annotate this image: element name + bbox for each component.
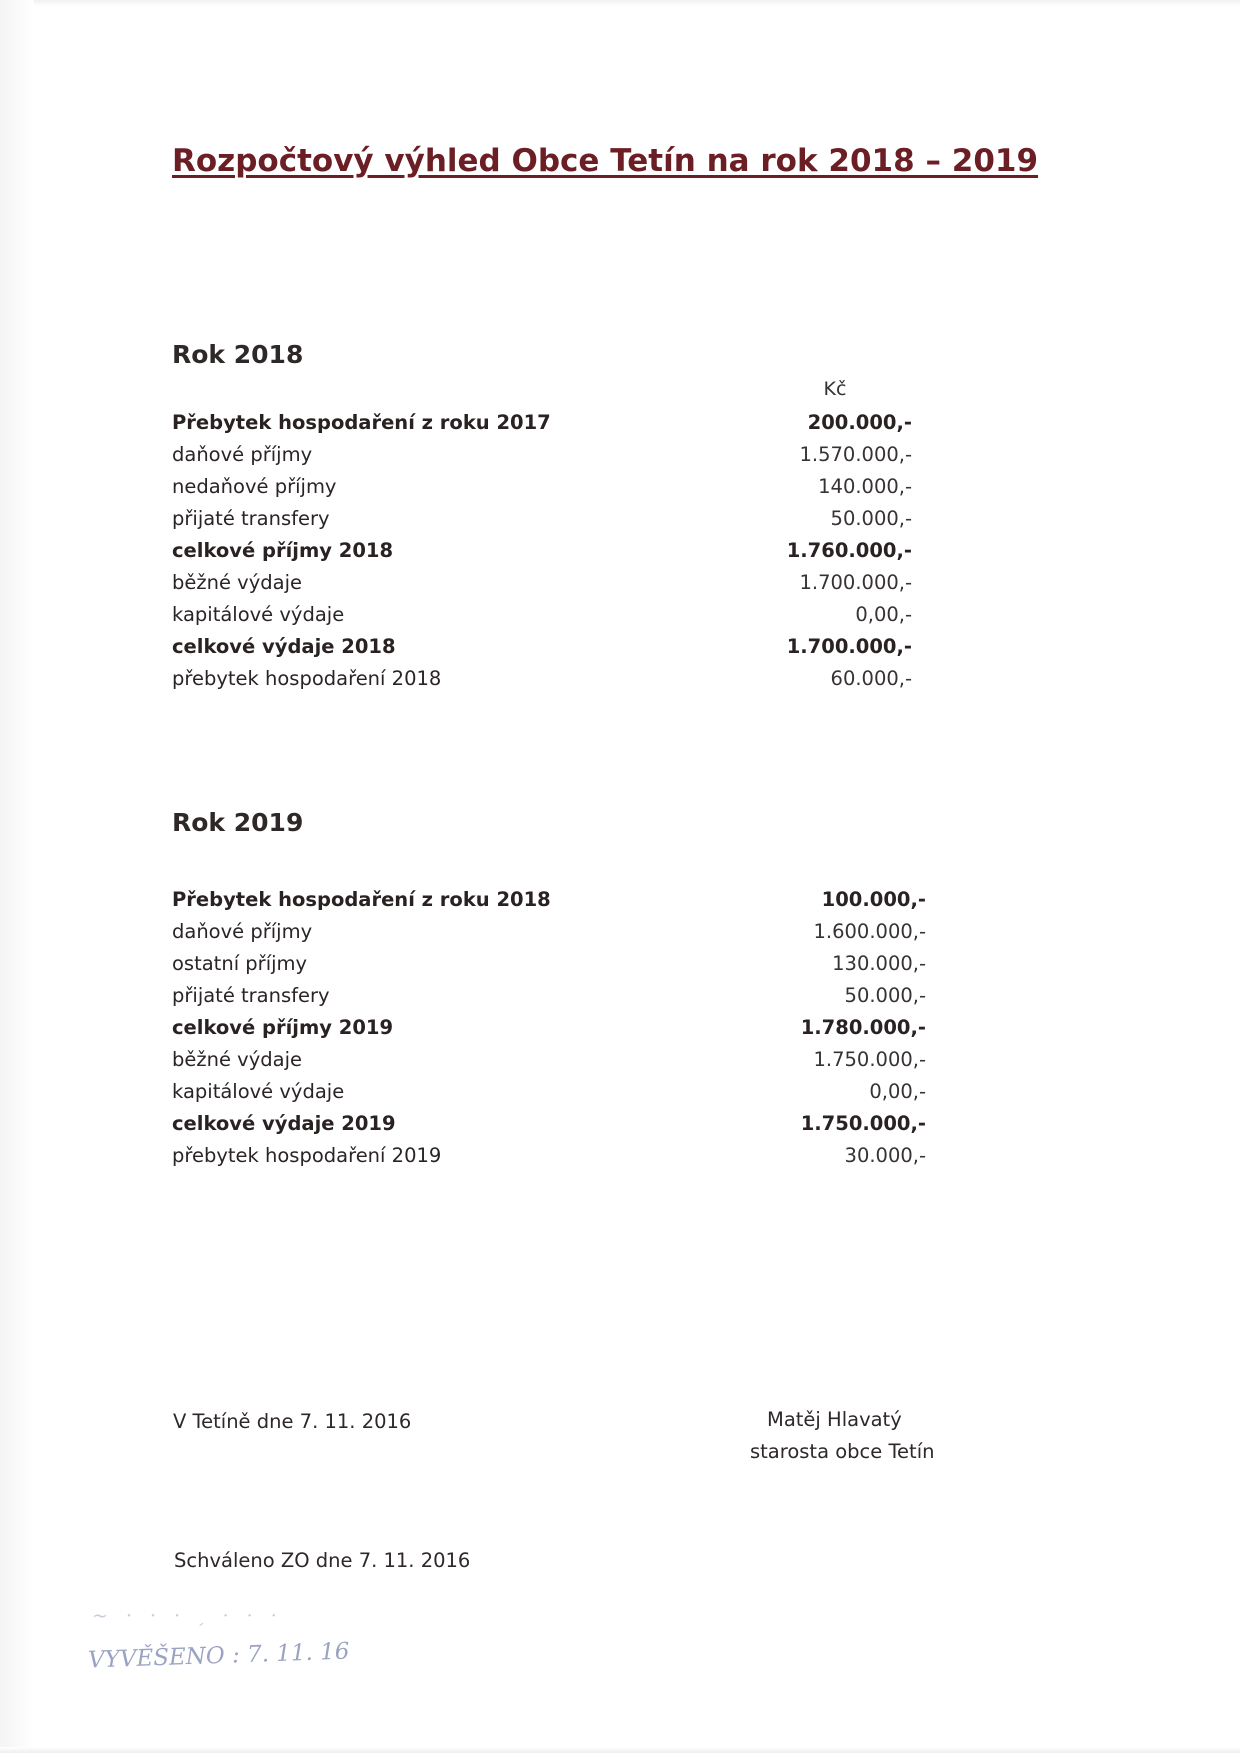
signatory-name: Matěj Hlavatý	[767, 1408, 902, 1431]
budget-row-label: daňové příjmy	[172, 920, 313, 943]
budget-table-2018	[172, 407, 912, 695]
currency-label: Kč	[823, 378, 847, 400]
budget-row-label: kapitálové výdaje	[172, 1080, 345, 1103]
section-heading-2019: Rok 2019	[172, 808, 304, 837]
handwriting-posted-date: VYVĚŠENO : 7. 11. 16	[87, 1638, 350, 1674]
budget-row-value: 100.000,-	[821, 888, 926, 911]
budget-row-value: 1.570.000,-	[799, 443, 912, 466]
budget-row-label: celkové výdaje 2019	[172, 1112, 396, 1135]
budget-row-value: 1.760.000,-	[786, 539, 912, 562]
budget-row	[172, 503, 912, 535]
handwriting-faint-line: ~ · · · ˏ · · ·	[92, 1605, 283, 1627]
budget-row-label: přebytek hospodaření 2019	[172, 1144, 442, 1167]
budget-row	[172, 916, 926, 948]
budget-row-label: ostatní příjmy	[172, 952, 308, 975]
budget-row-value: 1.750.000,-	[813, 1048, 926, 1071]
budget-row-value: 0,00,-	[855, 603, 912, 626]
budget-row	[172, 1044, 926, 1076]
budget-row	[172, 631, 912, 663]
budget-row-label: celkové výdaje 2018	[172, 635, 396, 658]
budget-row-value: 1.750.000,-	[800, 1112, 926, 1135]
budget-row-value: 1.700.000,-	[799, 571, 912, 594]
budget-row	[172, 407, 912, 439]
budget-row	[172, 1076, 926, 1108]
budget-row-label: přijaté transfery	[172, 984, 330, 1007]
budget-row	[172, 980, 926, 1012]
budget-row	[172, 599, 912, 631]
budget-row-value: 1.780.000,-	[800, 1016, 926, 1039]
budget-row	[172, 948, 926, 980]
budget-row	[172, 471, 912, 503]
budget-row-label: běžné výdaje	[172, 571, 302, 594]
budget-row-label: nedaňové příjmy	[172, 475, 337, 498]
budget-row	[172, 884, 926, 916]
budget-row-label: Přebytek hospodaření z roku 2018	[172, 888, 551, 911]
budget-row-label: běžné výdaje	[172, 1048, 302, 1071]
scan-edge-bottom	[0, 1747, 1240, 1753]
budget-row-value: 200.000,-	[807, 411, 912, 434]
budget-row	[172, 1108, 926, 1140]
budget-row	[172, 663, 912, 695]
budget-row	[172, 535, 912, 567]
budget-row-label: kapitálové výdaje	[172, 603, 345, 626]
handwritten-posting-note	[88, 1605, 348, 1705]
budget-row	[172, 1012, 926, 1044]
budget-row	[172, 439, 912, 471]
budget-row-value: 50.000,-	[844, 984, 926, 1007]
budget-row-label: přijaté transfery	[172, 507, 330, 530]
document-title: Rozpočtový výhled Obce Tetín na rok 2018 – 2019	[172, 143, 1039, 179]
budget-row-label: přebytek hospodaření 2018	[172, 667, 442, 690]
scan-edge-top	[0, 0, 1240, 6]
budget-row-value: 1.600.000,-	[813, 920, 926, 943]
budget-row-value: 60.000,-	[830, 667, 912, 690]
budget-row-value: 1.700.000,-	[786, 635, 912, 658]
budget-row-value: 50.000,-	[830, 507, 912, 530]
budget-row-label: celkové příjmy 2019	[172, 1016, 394, 1039]
place-date: V Tetíně dne 7. 11. 2016	[173, 1410, 412, 1433]
budget-row	[172, 567, 912, 599]
signatory-role: starosta obce Tetín	[750, 1440, 935, 1463]
scan-edge-left	[0, 0, 34, 1753]
approval-note: Schváleno ZO dne 7. 11. 2016	[174, 1549, 471, 1572]
section-heading-2018: Rok 2018	[172, 340, 304, 369]
budget-row-value: 0,00,-	[869, 1080, 926, 1103]
budget-row-label: daňové příjmy	[172, 443, 313, 466]
budget-row-value: 130.000,-	[832, 952, 926, 975]
budget-table-2019	[172, 884, 926, 1172]
budget-row-label: Přebytek hospodaření z roku 2017	[172, 411, 551, 434]
budget-row-label: celkové příjmy 2018	[172, 539, 394, 562]
budget-row-value: 140.000,-	[818, 475, 912, 498]
budget-row-value: 30.000,-	[844, 1144, 926, 1167]
budget-row	[172, 1140, 926, 1172]
